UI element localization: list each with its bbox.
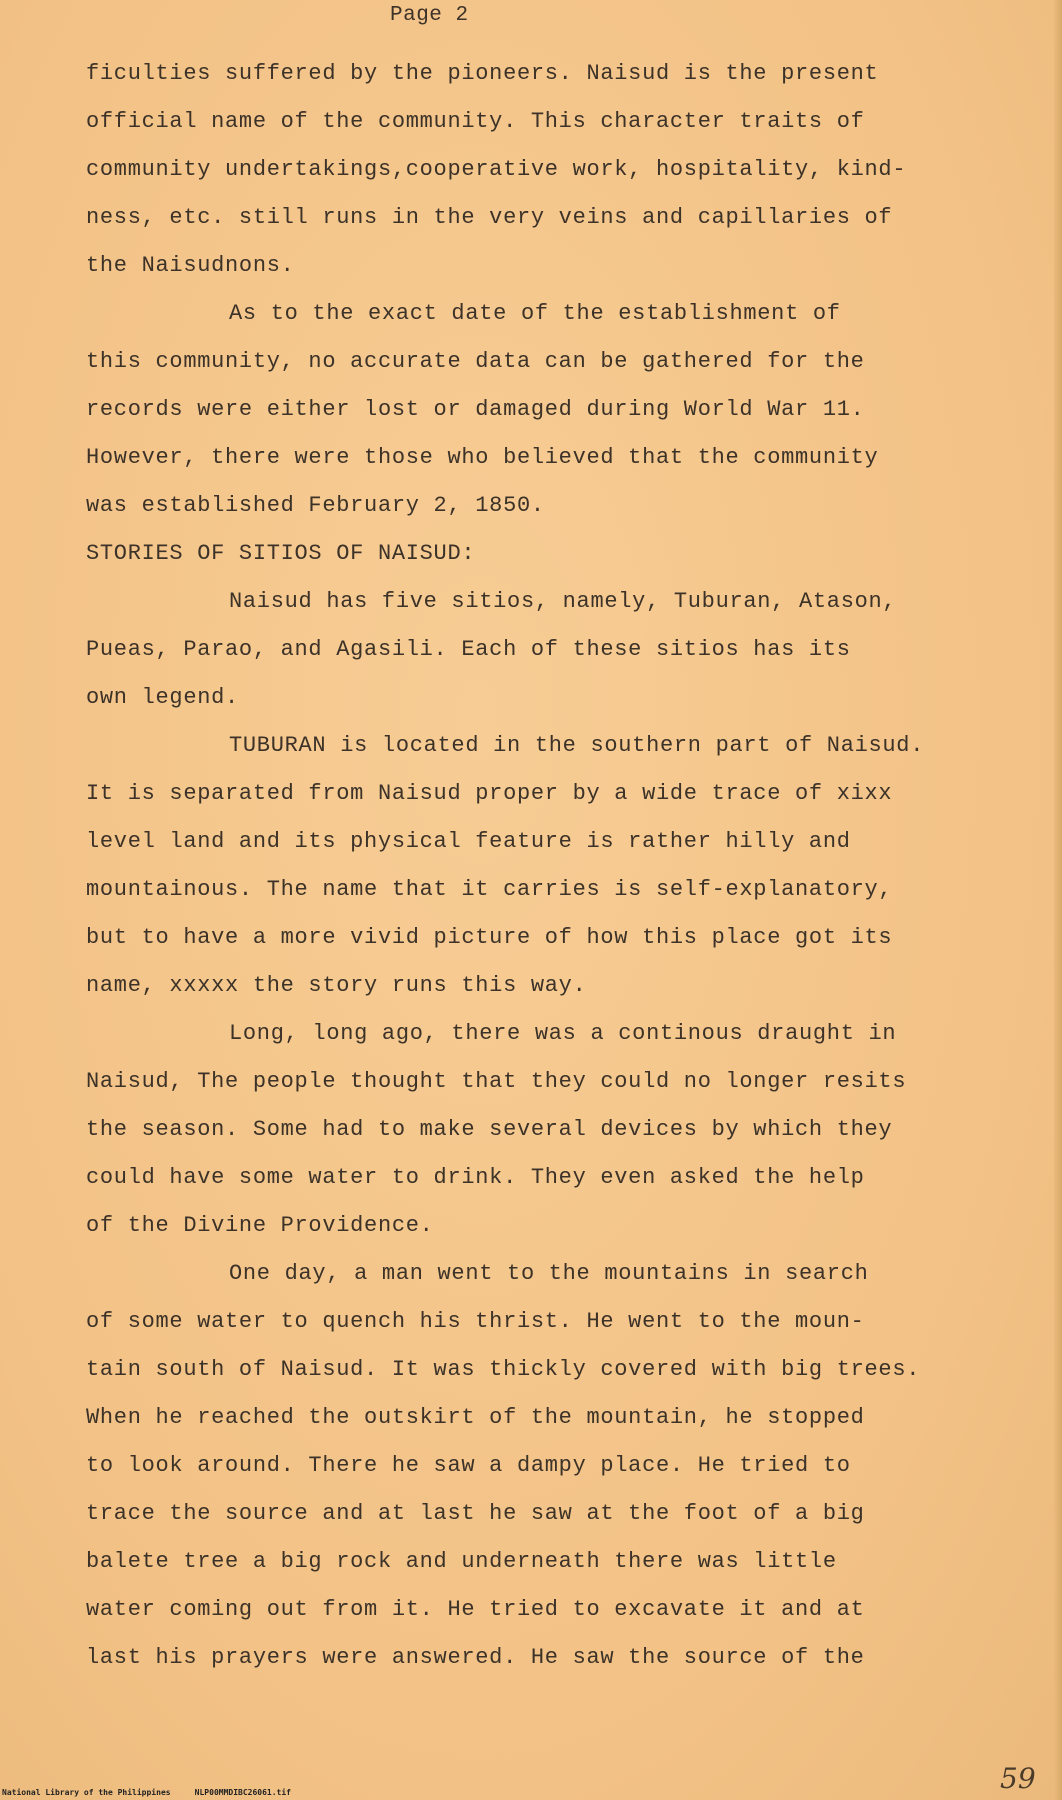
text-line: Pueas, Parao, and Agasili. Each of these sitios has its	[86, 637, 851, 662]
folio-number: 59	[1000, 1762, 1036, 1795]
text-line: ness, etc. still runs in the very veins and capillaries of	[86, 205, 893, 230]
paragraph-start-line: One day, a man went to the mountains in search	[229, 1261, 869, 1286]
paragraph-start-line: Naisud has five sitios, namely, Tuburan, Atason,	[229, 589, 897, 614]
text-line: trace the source and at last he saw at the foot of a big	[86, 1501, 865, 1526]
paragraph-start-line: As to the exact date of the establishment of	[229, 301, 841, 326]
text-line: However, there were those who believed that the community	[86, 445, 879, 470]
footer-file: NLP00MMDIBC26061.tif	[194, 1788, 291, 1797]
text-line: It is separated from Naisud proper by a wide trace of xixx	[86, 781, 893, 806]
text-line: official name of the community. This character traits of	[86, 109, 865, 134]
text-line: could have some water to drink. They even asked the help	[86, 1165, 865, 1190]
text-line: last his prayers were answered. He saw the source of the	[86, 1645, 865, 1670]
text-line: community undertakings,cooperative work, hospitality, kind-	[86, 157, 907, 182]
text-line: tain south of Naisud. It was thickly covered with big trees.	[86, 1357, 921, 1382]
text-line: the Naisudnons.	[86, 253, 295, 278]
page-edge	[1054, 0, 1062, 1800]
text-line: but to have a more vivid picture of how this place got its	[86, 925, 893, 950]
text-line: water coming out from it. He tried to excavate it and at	[86, 1597, 865, 1622]
text-line: of some water to quench his thrist. He went to the moun-	[86, 1309, 865, 1334]
document-body	[86, 50, 986, 1682]
paragraph-start-line: TUBURAN is located in the southern part of Naisud.	[229, 733, 925, 758]
text-line: was established February 2, 1850.	[86, 493, 545, 518]
text-line: records were either lost or damaged during World War 11.	[86, 397, 865, 422]
text-line: When he reached the outskirt of the mountain, he stopped	[86, 1405, 865, 1430]
page-header: Page 2	[390, 4, 469, 27]
text-line: ficulties suffered by the pioneers. Naisud is the present	[86, 61, 879, 86]
section-heading: STORIES OF SITIOS OF NAISUD:	[86, 541, 476, 566]
footer-source: National Library of the Philippines	[2, 1788, 171, 1797]
text-line: this community, no accurate data can be gathered for the	[86, 349, 865, 374]
paragraph-start-line: Long, long ago, there was a continous draught in	[229, 1021, 897, 1046]
footer-attribution	[2, 1788, 291, 1797]
text-line: own legend.	[86, 685, 239, 710]
text-line: level land and its physical feature is rather hilly and	[86, 829, 851, 854]
text-line: of the Divine Providence.	[86, 1213, 434, 1238]
text-line: mountainous. The name that it carries is self-explanatory,	[86, 877, 893, 902]
text-line: Naisud, The people thought that they could no longer resits	[86, 1069, 907, 1094]
text-line: to look around. There he saw a dampy place. He tried to	[86, 1453, 851, 1478]
text-line: name, xxxxx the story runs this way.	[86, 973, 587, 998]
text-line: balete tree a big rock and underneath there was little	[86, 1549, 837, 1574]
text-line: the season. Some had to make several devices by which they	[86, 1117, 893, 1142]
